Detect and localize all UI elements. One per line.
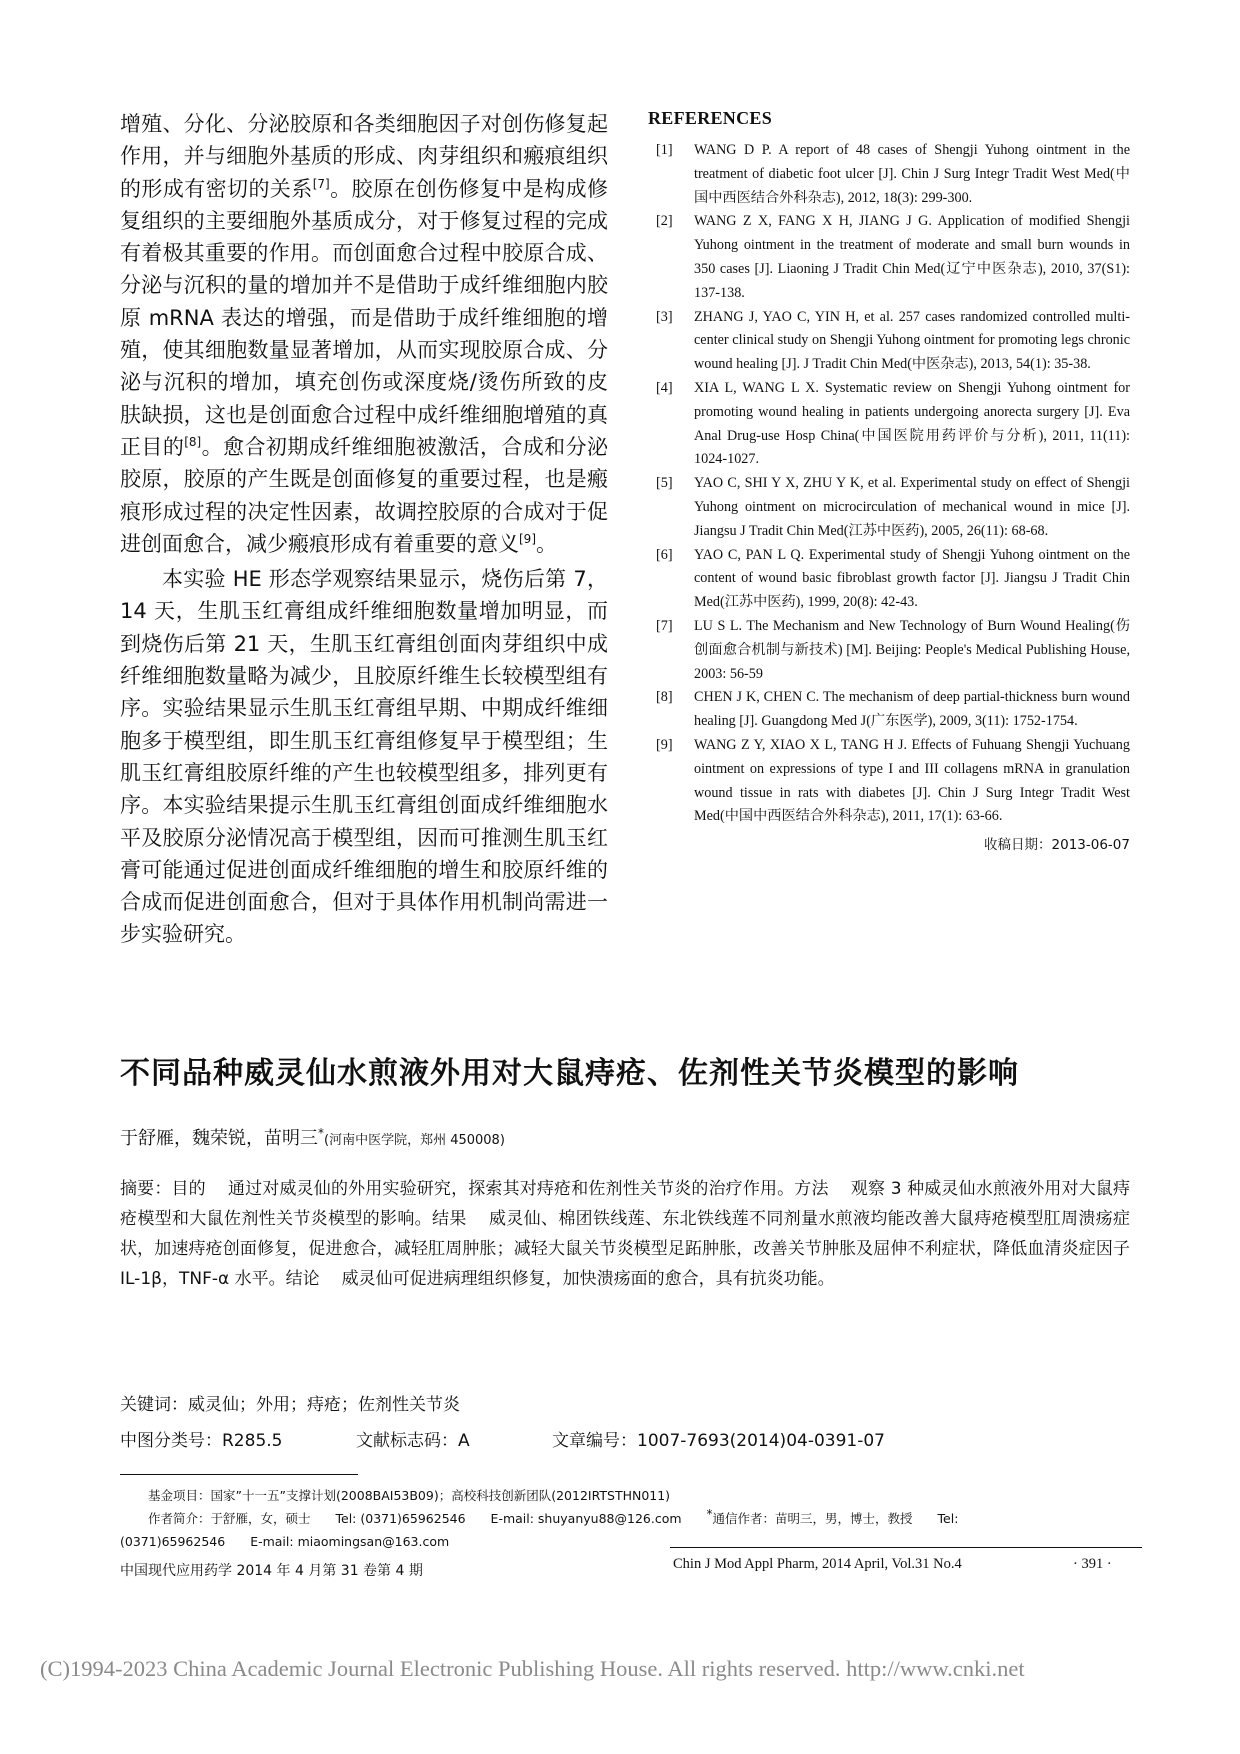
body-text: 。	[536, 531, 557, 556]
body-paragraph-2: 本实验 HE 形态学观察结果显示，烧伤后第 7，14 天，生肌玉红膏组成纤维细胞数量增加明显，而到烧伤后第 21 天，生肌玉红膏组创面肉芽组织中成纤维细胞数量略为减少，且胶原纤维生长较模型组有序。实验结果显示生肌玉红膏组早期、中期成纤维细胞多于模型组，即生肌玉红膏组修复早于模型组；生肌玉红膏组胶原纤维的产生也较模型组多，排列更有序。本实验结果提示生肌玉红膏组创面成纤维细胞水平及胶原分泌情况高于模型组，因而可推测生肌玉红膏可能通过促进创面成纤维细胞的增生和胶原纤维的合成而促进创面愈合，但对于具体作用机制尚需进一步实验研究。	[120, 567, 608, 947]
classification-line	[120, 1426, 1130, 1451]
corresponding-author-mark: *	[318, 1126, 324, 1140]
author-names: 于舒雁，魏荣锐，苗明三	[120, 1128, 318, 1149]
body-text: 增殖、分化、分泌胶原和各类细胞因子对创伤修复起作用，并与细胞外基质的形成、肉芽组织和瘢痕组织的形成有密切的关系	[120, 112, 608, 201]
corresponding-author: 通信作者：苗明三，男，博士，教授 Tel:	[712, 1511, 959, 1526]
references-section	[648, 108, 1130, 853]
body-text: 。愈合初期成纤维细胞被激活，合成和分泌胶原，胶原的产生既是创面修复的重要过程，也是瘢痕形成过程的决定性因素，故调控胶原的合成对于促进创面愈合，减少瘢痕形成有着重要的意义	[120, 434, 609, 556]
author-intro	[120, 1507, 1132, 1530]
reference-number: [6]	[656, 546, 673, 563]
reference-item	[648, 306, 1130, 377]
reference-list	[648, 139, 1130, 829]
reference-number: [3]	[656, 308, 673, 325]
reference-number: [5]	[656, 475, 673, 492]
article-title: 不同品种威灵仙水煎液外用对大鼠痔疮、佐剂性关节炎模型的影响	[120, 1056, 1019, 1091]
authors-line	[120, 1124, 505, 1150]
references-heading: REFERENCES	[648, 108, 773, 128]
clc-number: 中图分类号：R285.5	[120, 1431, 283, 1451]
reference-text: WANG Z X, FANG X H, JIANG J G. Application of modified Shengji Yuhong ointment in the treatment of moderate and small burn wounds in 350 cases [J]. Liaoning J Tradit Chin Med(辽宁中医杂志), 2010, 37(S1): 137-138.	[694, 213, 1130, 301]
author-affiliation: (河南中医学院，郑州 450008)	[324, 1133, 505, 1148]
footnote-divider	[120, 1474, 358, 1475]
reference-number: [7]	[656, 617, 673, 634]
page-number: · 391 ·	[1073, 1556, 1112, 1572]
citation-9[interactable]: [9]	[519, 531, 536, 546]
document-code: 文献标志码：A	[356, 1431, 470, 1451]
footer-divider	[670, 1547, 1142, 1548]
reference-item	[648, 615, 1130, 686]
reference-item	[648, 686, 1130, 734]
reference-text: XIA L, WANG L X. Systematic review on Shengji Yuhong ointment for promoting wound healing in patients undergoing anorecta surgery [J]. Eva Anal Drug-use Hosp China(中国医院用药评价与分析), 2011, 11(11): 1024-1027.	[694, 379, 1130, 468]
reference-item	[648, 472, 1130, 543]
body-text: 。胶原在创伤修复中是构成修复组织的主要细胞外基质成分，对于修复过程的完成有着极其重要的作用。而创面愈合过程中胶原合成、分泌与沉积的量的增加并不是借助于成纤维细胞内胶原 mRNA 表达的增强，而是借助于成纤维细胞的增殖，使其细胞数量显著增加，从而实现胶原合成、分泌与沉积的增加，填充创伤或深度烧/烫伤所致的皮肤缺损，这也是创面愈合过程中成纤维细胞增殖的真正目的	[120, 176, 609, 459]
reference-text: CHEN J K, CHEN C. The mechanism of deep partial-thickness burn wound healing [J]. Guangdong Med J(广东医学), 2009, 3(11): 1752-1754.	[694, 689, 1130, 730]
fund-note: 基金项目：国家”十一五”支撑计划(2008BAI53B09)；高校科技创新团队(2012IRTSTHN011)	[148, 1488, 671, 1503]
author-intro-text: 作者简介：于舒雁，女，硕士 Tel: (0371)65962546 E-mail: shuyanyu88@126.com	[148, 1511, 707, 1526]
abstract-results: 威灵仙、棉团铁线莲、东北铁线莲不同剂量水煎液均能改善大鼠痔疮模型肛周溃疡症状，加速痔疮创面修复，促进愈合，减轻肛周肿胀；减轻大鼠关节炎模型足跖肿胀，改善关节肿胀及屈伸不利症状，降低血清炎症因子 IL-1β，TNF-α 水平。结论	[120, 1209, 1131, 1289]
reference-number: [4]	[656, 379, 673, 396]
citation-7[interactable]: [7]	[312, 176, 330, 191]
article-id: 文章编号：1007-7693(2014)04-0391-07	[552, 1431, 885, 1451]
keywords: 关键词：威灵仙；外用；痔疮；佐剂性关节炎	[120, 1395, 460, 1415]
reference-text: YAO C, PAN L Q. Experimental study of Shengji Yuhong ointment on the content of wound basic fibroblast growth factor [J]. Jiangsu J Tradit Chin Med(江苏中医药), 1999, 20(8): 42-43.	[694, 546, 1130, 611]
reference-text: WANG D P. A report of 48 cases of Shengji Yuhong ointment in the treatment of diabetic foot ulcer [J]. Chin J Surg Integr Tradit West Med(中国中西医结合外科杂志), 2012, 18(3): 299-300.	[694, 142, 1130, 206]
copyright-watermark: (C)1994-2023 China Academic Journal Electronic Publishing House. All rights reserved. http://www.cnki.net	[40, 1656, 1025, 1681]
abstract-conclusion: 威灵仙可促进病理组织修复，加快溃疡面的愈合，具有抗炎功能。	[341, 1269, 835, 1289]
footnotes	[120, 1484, 1132, 1553]
reference-text: WANG Z Y, XIAO X L, TANG H J. Effects of Fuhuang Shengji Yuchuang ointment on expressions of type I and III collagens mRNA in granulation wound tissue in rats with diabetes [J]. Chin J Surg Integr Tradit West Med(中国中西医结合外科杂志), 2011, 17(1): 63-66.	[694, 736, 1130, 825]
reference-number: [8]	[656, 689, 673, 706]
reference-item	[648, 734, 1130, 829]
reference-text: LU S L. The Mechanism and New Technology of Burn Wound Healing(伤创面愈合机制与新技术) [M]. Beijing: People's Medical Publishing House, 2003: 56-59	[694, 617, 1130, 682]
body-column	[120, 108, 608, 951]
corresponding-contact: (0371)65962546 E-mail: miaomingsan@163.com	[120, 1534, 450, 1549]
abstract	[120, 1174, 1130, 1294]
reference-text: YAO C, SHI Y X, ZHU Y K, et al. Experimental study on effect of Shengji Yuhong ointment on microcirculation of mechanical wound in mice [J]. Jiangsu J Tradit Chin Med(江苏中医药), 2005, 26(11): 68-68.	[694, 475, 1130, 539]
journal-footer-cn: 中国现代应用药学 2014 年 4 月第 31 卷第 4 期	[120, 1563, 423, 1579]
reference-number: [2]	[656, 213, 673, 230]
reference-item	[648, 544, 1130, 615]
abstract-label: 摘要：目的	[120, 1179, 206, 1199]
journal-footer-en: Chin J Mod Appl Pharm, 2014 April, Vol.31 No.4	[673, 1556, 962, 1572]
abstract-objective: 通过对威灵仙的外用实验研究，探索其对痔疮和佐剂性关节炎的治疗作用。方法	[227, 1179, 829, 1199]
reference-text: ZHANG J, YAO C, YIN H, et al. 257 cases randomized controlled multi-center clinical study on Shengji Yuhong ointment for promoting legs chronic wound healing [J]. J Tradit Chin Med(中医杂志), 2013, 54(1): 35-38.	[694, 308, 1130, 373]
citation-8[interactable]: [8]	[184, 434, 202, 449]
received-date: 收稿日期：2013-06-07	[984, 837, 1130, 854]
corresponding-mark: *	[706, 1506, 713, 1521]
reference-number: [1]	[656, 142, 673, 158]
abstract-methods: 观察 3 种威灵仙水煎液外用对大鼠痔疮模型和大鼠佐剂性关节炎模型的影响。结果	[120, 1179, 1131, 1229]
body-paragraph-1	[120, 108, 608, 560]
reference-item	[648, 377, 1130, 472]
reference-number: [9]	[656, 736, 673, 753]
reference-item	[648, 210, 1130, 305]
reference-item	[648, 139, 1130, 210]
